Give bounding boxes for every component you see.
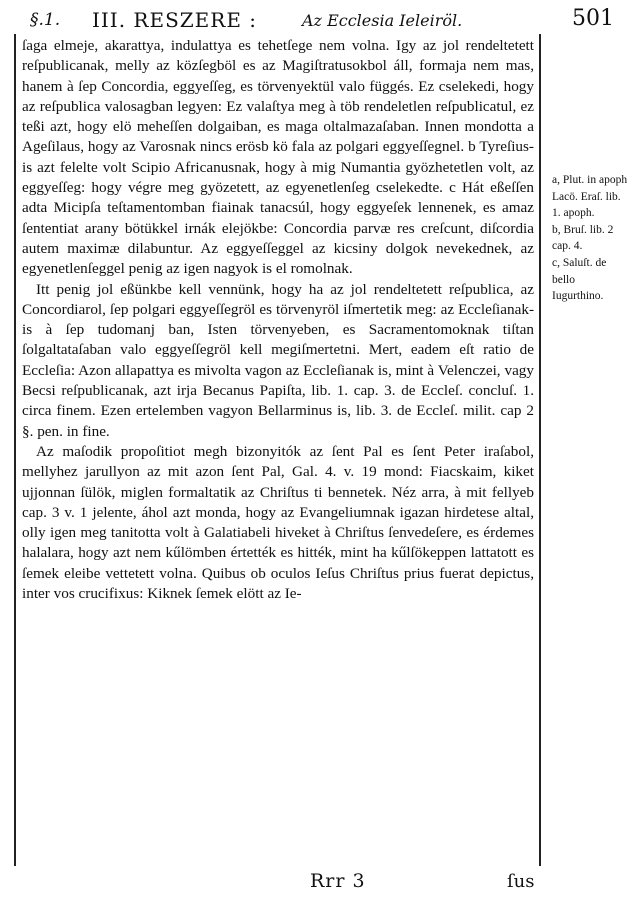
- paragraph: Itt penig jol eßünkbe kell vennünk, hogy ha az jol rendeltetett reſpublica, az Concordiarol, ſep polgari eggyeſſegröl es törvenyröl iſmertetik meg: az Eccleſianak-is à ſep tudomanj ban, Isten törvenyeben, es Sacramentomoknak tiſtan ſolgaltataſaban valo eggyeſſegröl kell megiſmertetni. Mert, eadem eſt ratio de Eccleſia: Azon allapattya es mivolta vagon az Eccleſianak is, mint à Velenczei, vagy Becsi reſpublicanak, azt irja Becanus Papiſta, lib. 1. cap. 3. de Eccleſ. concluſ. 1. circa finem. Ezen ertelemben vagyon Bellarminus is, lib. 3. de Eccleſ. milit. cap 2 §. pen. in fine.: [22, 280, 534, 440]
- catchword: ſus: [507, 871, 535, 892]
- running-head: [10, 4, 620, 34]
- margin-notes: a, Plut. in apoph Lacö. Eraſ. lib. 1. apoph. b, Bruſ. lib. 2 cap. 4. c, Saluſt. de bello Iugurthino.: [552, 174, 628, 303]
- paragraph: Az maſodik propoſitiot megh bizonyitók az ſent Pal es ſent Peter iraſabol, mellyhez jarullyon az mit azon ſent Pal, Gal. 4. v. 19 mond: Fiacskaim, kiket ujjonnan ſülök, miglen formaltatik az Chriſtus ti bennetek. Néz arra, à mit fellyeb cap. 3 v. 1 jelente, áhol azt monda, hogy az Evangeliumnak igazan hirdetese altal, olly igen meg tanitotta volt à Galatiabeli hiveket à Chriſtus ſenvedeſere, es érdemes halalara, hogy azt nem kűlömben értették es hitték, mint ha kűlſökeppen lattatott es ſemek eleibe vettetett volna. Quibus ob oculos Ieſus Chriſtus prius fuerat depictus, inter vos crucifixus: Kiknek ſemek elött az Ie-: [22, 442, 534, 603]
- part-title: III. RESZERE :: [92, 8, 258, 32]
- paragraph: ſaga elmeje, akarattya, indulattya es tehetſege nem volna. Igy az jol rendeltetett reſpublicanak, melly az közſegböl es az Magiſtratusokbol áll, formaja nem mas, hanem à ſep Concordia, eggyeſſeg, es törvenyektül valo függés. Ez cselekedi, hogy az reſpublica valosagban legyen: Ez valaſtya meg à töb rendeletlen reſpublicatul, ez teßi azt, hogy elö meheſſen dolgaiban, es maga oltalmazaſaban. Innen mondotta a Ageſilaus, hogy az Varosnak nincs erösb kö fala az polgari eggyeſſegnel. b Tyreſius-is azt felelte volt Scipio Africanusnak, hogy à mig Numantia gyözhetetlen volt, az eggyeſſeg: hogy végre meg gyözetett, az egyenetlenſeg cselekedte. c Hát eßeſſen adta Micipſa teſtamentomban fiainak tanacsúl, hogy eggyeſek lennenek, es amaz ſententiat arany bötükkel irnák elejökbe: Concordia parvæ res creſcunt, diſcordia autem maximæ dilabuntur. Az eggyeſſeggel az kicsiny dolgok nevekednek, az egyenetlenſeggel penig az igen nagyok is el romolnak.: [22, 37, 534, 278]
- main-text: [22, 36, 534, 604]
- chapter-subtitle: Az Ecclesia Ieleiröl.: [302, 11, 463, 30]
- signature-mark: Rrr 3: [310, 870, 366, 892]
- page-number: 501: [572, 6, 614, 31]
- section-mark: §.1.: [30, 10, 61, 30]
